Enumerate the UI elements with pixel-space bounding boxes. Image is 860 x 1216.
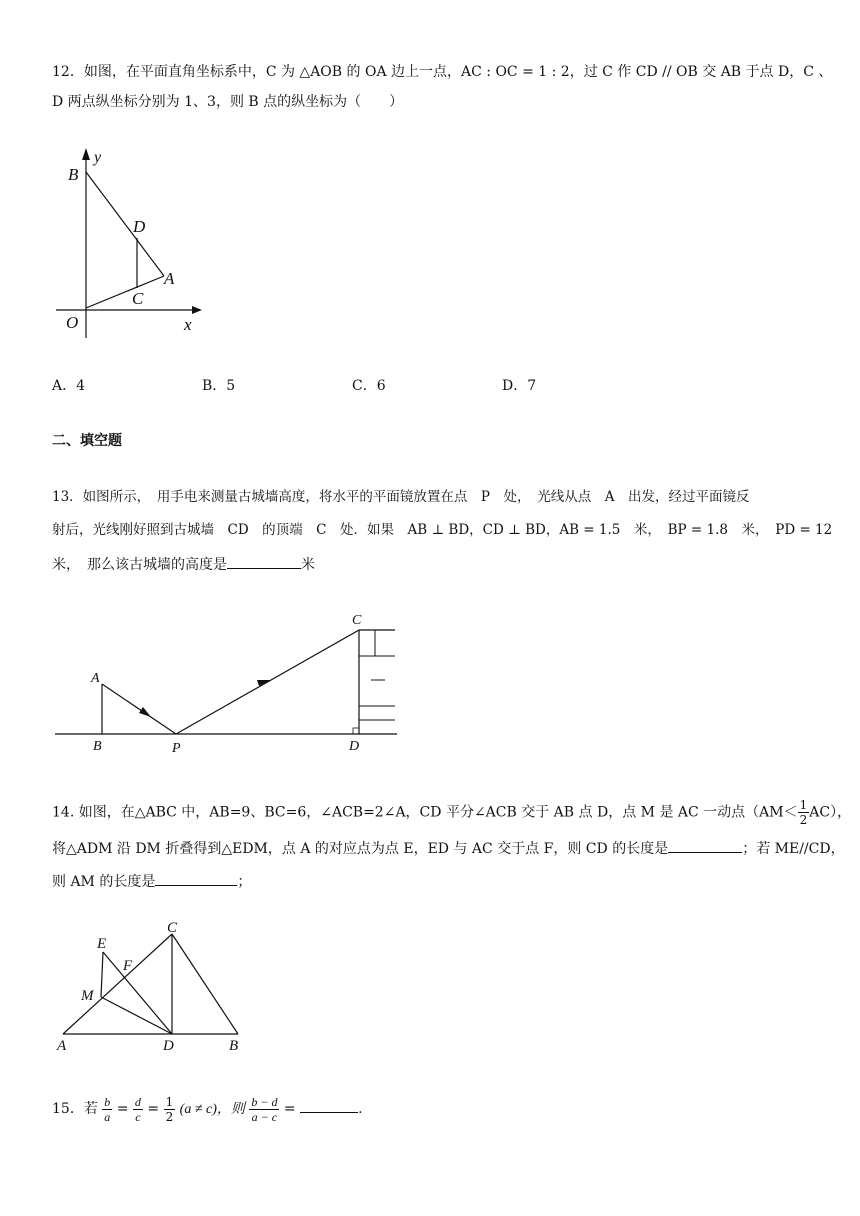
q14-line-1 [52, 798, 851, 827]
frac-num: 1 [165, 1094, 174, 1109]
q15-prefix: 15．若 [52, 1101, 98, 1117]
frac-den: 2 [799, 813, 808, 827]
label-x: x [184, 315, 192, 334]
label-y: y [94, 149, 102, 166]
frac-den: a [104, 1109, 111, 1124]
label-A: A [57, 1038, 67, 1054]
label-O: O [66, 313, 79, 332]
q13-figure [55, 610, 415, 760]
label-C: C [167, 920, 178, 936]
frac-den: 2 [165, 1109, 174, 1124]
label-M: M [81, 988, 94, 1004]
q15-condition: (a ≠ c)，则 [179, 1102, 245, 1117]
q14-fraction [798, 798, 810, 827]
frac-num: 1 [799, 798, 808, 812]
q13-line-2: 射后，光线刚好照到古城墙 CD 的顶端 C 处．如果 AB ⊥ BD，CD ⊥ BD，AB = 1.5 米， BP = 1.8 米， PD = 12 [52, 522, 833, 538]
frac-num: b − d [251, 1094, 278, 1109]
q13-line-1: 13．如图所示， 用手电来测量古城墙高度，将水平的平面镜放置在点 P 处， 光线从点 A 出发，经过平面镜反 [52, 489, 750, 505]
q14-line-3 [52, 871, 251, 892]
label-P: P [172, 741, 181, 756]
q13-answer-blank[interactable] [227, 554, 301, 569]
q14-line-2 [52, 838, 845, 859]
q15-fraction-1 [102, 1095, 112, 1124]
q13-line-3-text: 米， 那么该古城墙的高度是 [52, 557, 227, 573]
q14-line-3-end: ； [237, 874, 252, 890]
q14-line-2-text: 将△ADM 沿 DM 折叠得到△EDM，点 A 的对应点为点 E，ED 与 AC 交于点 F，则 CD 的长度是 [52, 841, 669, 857]
q14-figure [55, 918, 255, 1058]
q14-am-answer-blank[interactable] [155, 871, 237, 886]
q13-line-3 [52, 554, 315, 575]
q12-figure [50, 140, 250, 340]
label-B: B [68, 165, 79, 184]
q15-line [52, 1092, 363, 1127]
label-B: B [93, 739, 102, 754]
q12-option-a[interactable]: A．4 [52, 378, 86, 394]
frac-num: b [104, 1094, 111, 1109]
frac-num: d [134, 1094, 141, 1109]
q12-line-1: 12．如图，在平面直角坐标系中，C 为 △AOB 的 OA 边上一点，AC : OC = 1 : 2，过 C 作 CD // OB 交 AB 于点 D，C 、 [52, 64, 833, 80]
label-A: A [91, 671, 100, 686]
label-C: C [352, 613, 362, 628]
frac-den: a − c [251, 1109, 278, 1124]
q14-cd-answer-blank[interactable] [668, 838, 742, 853]
q15-answer-blank[interactable] [300, 1098, 358, 1113]
q12-option-d[interactable]: D．7 [502, 378, 537, 394]
frac-den: c [135, 1109, 141, 1124]
label-D: D [163, 1038, 174, 1054]
q14-line-1-end: AC）， [809, 804, 852, 821]
q12-option-c[interactable]: C．6 [352, 378, 386, 394]
equals: = [147, 1101, 160, 1117]
label-A: A [164, 269, 175, 288]
label-C: C [132, 289, 144, 308]
q13-line-3-unit: 米 [301, 557, 315, 573]
q14-line-1-text: 14. 如图，在△ABC 中，AB=9、BC=6，∠ACB=2∠A，CD 平分∠ACB 交于 AB 点 D，点 M 是 AC 一动点（AM＜ [52, 804, 798, 821]
label-B: B [229, 1038, 239, 1054]
equals: = [116, 1101, 129, 1117]
q15-fraction-4 [249, 1095, 279, 1124]
label-D: D [349, 739, 360, 754]
q15-fraction-2 [133, 1095, 143, 1124]
q14-line-2-end: ；若 ME//CD， [742, 841, 845, 857]
label-E: E [97, 936, 107, 952]
label-D: D [133, 217, 146, 236]
q15-fraction-3 [164, 1095, 176, 1124]
label-F: F [123, 958, 133, 974]
q14-line-3-text: 则 AM 的长度是 [52, 874, 156, 890]
q12-option-b[interactable]: B．5 [202, 378, 236, 394]
section-title: 二、填空题 [52, 433, 122, 449]
equals: = [283, 1101, 296, 1117]
q12-line-2: D 两点纵坐标分别为 1、3，则 B 点的纵坐标为（ ） [52, 94, 404, 110]
q15-end: . [358, 1101, 363, 1117]
